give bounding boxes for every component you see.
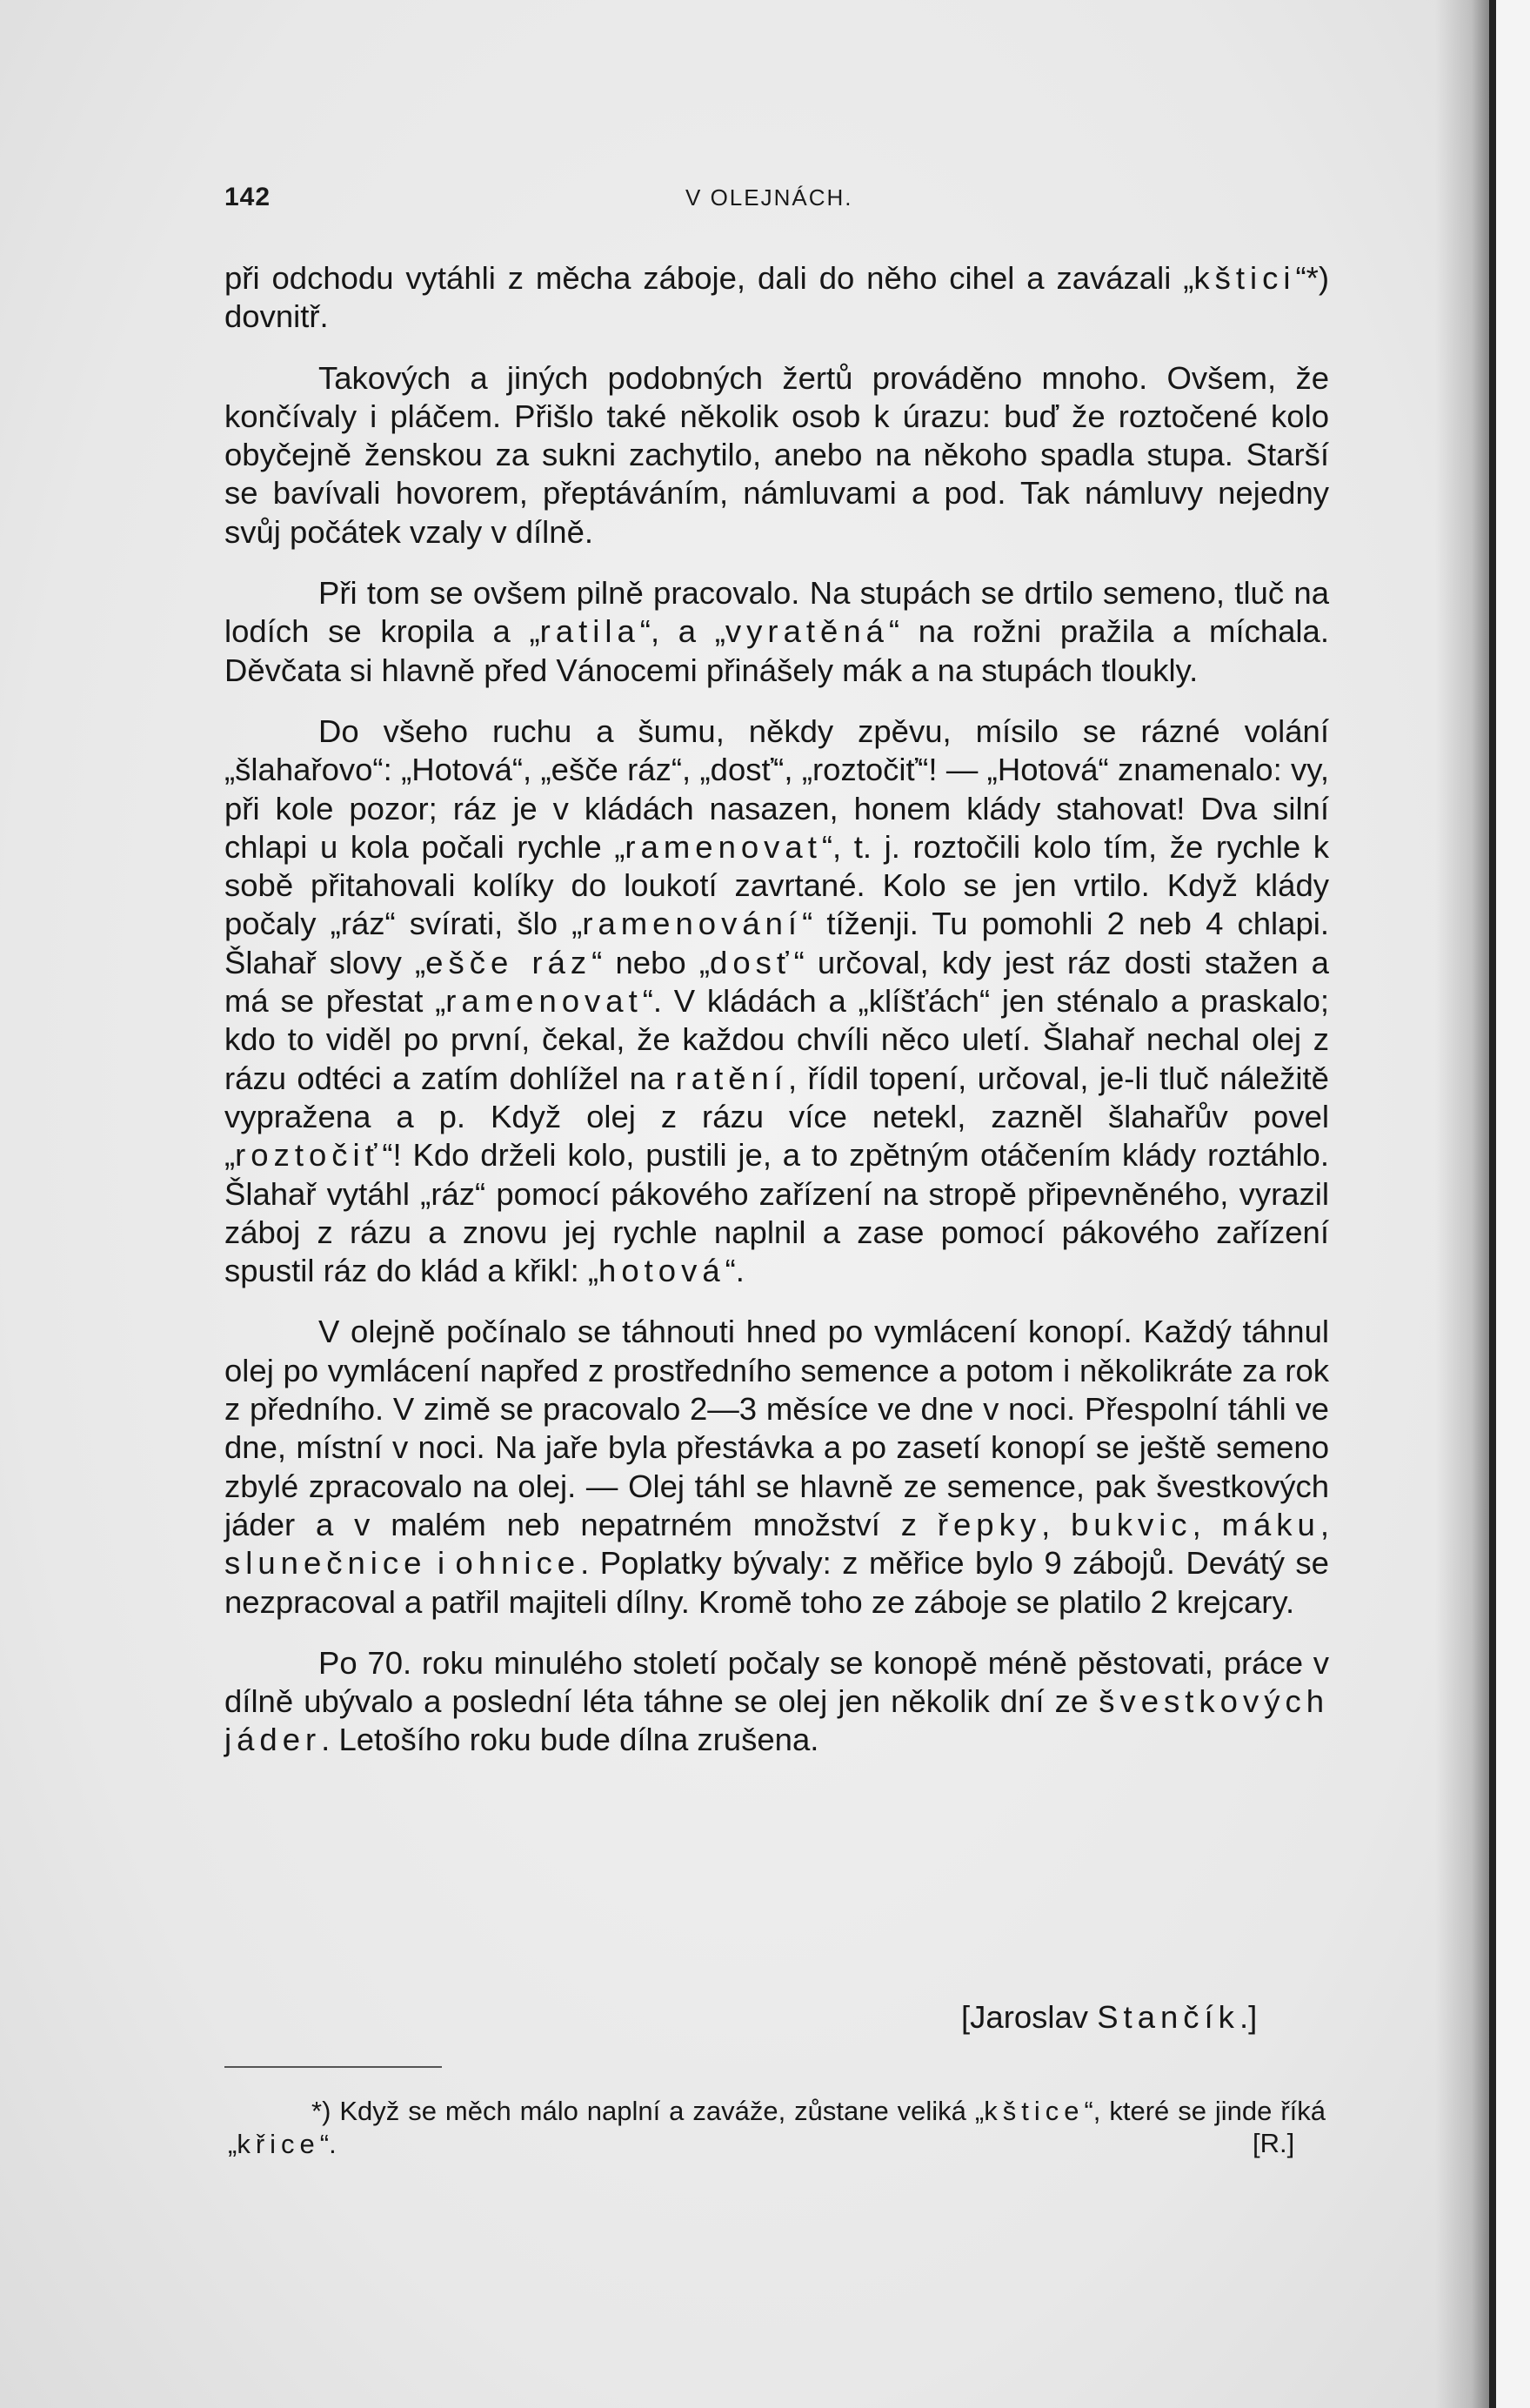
paragraph-1	[224, 259, 1329, 337]
page-edge-line	[1489, 0, 1496, 2408]
signature-open: [Jaroslav	[961, 1999, 1098, 2035]
signature-name: Stančík	[1097, 1999, 1239, 2035]
spaced-term: roztočiť	[235, 1137, 383, 1174]
binding-shadow	[1435, 0, 1496, 2408]
page-margin	[1496, 0, 1530, 2408]
signature-close: .]	[1239, 1999, 1258, 2035]
text-run: Po 70. roku minulého století počaly se konopě méně pěstovati, práce v dílně ubývalo a poslední léta táhne se olej jen několik dní ze	[224, 1644, 1329, 1720]
footnote	[228, 2095, 1326, 2161]
text-run: Takových a jiných podobných žertů prováděno mnoho. Ovšem, že končívaly i pláčem. Přišlo také několik osob k úrazu: buď že roztočené kolo obyčejně ženskou za sukni zachytilo, anebo na někoho spadla stupa. Starší se bavívali hovorem, přeptáváním, námluvami a pod. Tak námluvy nejedny svůj počátek vzaly v dílně.	[224, 359, 1329, 550]
footnote-editor-mark: [R.]	[1253, 2128, 1295, 2158]
text-run: Při tom se ovšem pilně pracovalo. Na stupách se drtilo semeno, tluč na lodích se kropila a „	[224, 575, 1329, 650]
spaced-term: dosť	[710, 944, 794, 980]
spaced-term: kštici	[1193, 260, 1296, 296]
paragraph-5	[224, 1313, 1329, 1621]
footnote-divider	[224, 2066, 442, 2068]
text-run: “ nebo „	[591, 944, 711, 980]
text-run: “ tíženji. Tu pomohli 2 neb 4 chlapi. Šlahař slovy „	[224, 906, 1329, 980]
text-run: “.	[319, 2129, 337, 2159]
spaced-term: kštice	[984, 2096, 1085, 2126]
text-run: V olejně počínalo se táhnouti hned po vymlácení konopí. Každý táhnul olej po vymlácení napřed z prostředního semence a potom i několikráte za rok z předního. V zimě se pracovalo 2—3 měsíce ve dne v noci. Přespolní táhli ve dne, místní v noci. Na jaře byla přestávka a po zasetí konopí se ještě semeno zbylé zpracovalo na olej. — Olej táhl se hlavně ze semence, pak švestkových jáder a v malém neb nepatrném množství z	[224, 1314, 1329, 1542]
text-run: . Letošího roku bude dílna zrušena.	[321, 1722, 819, 1758]
paragraph-4	[224, 712, 1329, 1290]
spaced-term: švestkových jáder	[224, 1683, 1329, 1758]
text-run: i	[426, 1545, 456, 1582]
text-run: . Poplatky bývaly: z měřice bylo 9 zábojů. Devátý se nezpracoval a patřil majiteli dílny. Kromě toho ze záboje se platilo 2 krejcary.	[224, 1545, 1329, 1620]
spaced-term: řepky	[937, 1506, 1042, 1542]
spaced-term: slunečnice	[224, 1545, 427, 1582]
text-run: “*) dovnitř.	[224, 260, 1329, 335]
text-run: “ na rožni pražila a míchala. Děvčata si hlavně před Vánocemi přinášely mák a na stupách tloukly.	[224, 613, 1329, 688]
spaced-term: ramenování	[582, 906, 803, 942]
text-run: “! Kdo drželi kolo, pustili je, a to zpětným otáčením klády roztáhlo. Šlahař vytáhl „ráz“ pomocí pákového zařízení na stropě připevněného, vyrazil záboj z rázu a znovu jej rychle naplnil a zase pomocí pákového zařízení spustil ráz do klád a křikl: „	[224, 1137, 1329, 1289]
text-run: “, t. j. roztočili kolo tím, že rychle k sobě přitahovali kolíky do loukotí zavrtané. Kolo se jen vrtilo. Když klády počaly „ráz“ svírati, šlo „	[224, 828, 1330, 942]
text-run: při odchodu vytáhli z měcha záboje, dali do něho cihel a zavázali „	[224, 260, 1194, 296]
spaced-term: ramenovat	[445, 983, 643, 1020]
spaced-term: ešče ráz	[425, 944, 592, 980]
text-run: “.	[725, 1253, 745, 1289]
body-text	[224, 259, 1329, 1783]
text-run: “, a „	[639, 613, 725, 650]
paragraph-6	[224, 1644, 1329, 1760]
text-run: , řídil topení, určoval, je-li tluč náležitě vypražena a p. Když olej z rázu více netekl, zazněl šlahařův povel „	[224, 1060, 1329, 1174]
text-run: ,	[1320, 1506, 1329, 1542]
text-run: Do všeho ruchu a šumu, někdy zpěvu, mísilo se rázné volání „šlahařovo“: „Hotová“, „ešče ráz“, „dosť“, „roztočiť“! — „Hotová“ znamenalo: vy, při kole pozor; ráz je v kládách nasazen, honem klády stahovat! Dva silní chlapi u kola počali rychle „	[224, 712, 1329, 865]
running-title: V OLEJNÁCH.	[685, 184, 853, 211]
spaced-term: ratila	[539, 613, 640, 650]
spaced-term: křice	[237, 2129, 320, 2159]
spaced-term: ratění	[675, 1060, 788, 1096]
text-run: ,	[1192, 1506, 1222, 1542]
spaced-term: ramenovat	[625, 828, 822, 865]
text-run: “. V kládách a „klíšťách“ jen sténalo a praskalo; kdo to viděl po první, čekal, že každou chvíli něco uletí. Šlahař nechal olej z rázu odtéci a zatím dohlížel na	[224, 983, 1330, 1096]
spaced-term: bukvic	[1071, 1506, 1193, 1542]
spaced-term: hotová	[598, 1253, 725, 1289]
spaced-term: ohnice	[455, 1545, 581, 1582]
paragraph-3	[224, 574, 1329, 690]
page-number: 142	[224, 183, 271, 211]
spaced-term: máku	[1221, 1506, 1320, 1542]
text-run: ,	[1041, 1506, 1072, 1542]
paragraph-2	[224, 359, 1329, 552]
author-signature	[961, 1999, 1257, 2036]
spaced-term: vyratěná	[725, 613, 889, 650]
text-run: “ určoval, kdy jest ráz dosti stažen a má se přestat „	[224, 944, 1329, 1020]
text-run: *) Když se měch málo naplní a zaváže, zůstane veliká „	[311, 2096, 985, 2126]
text-run: “, které se jinde říká „	[228, 2096, 1326, 2159]
